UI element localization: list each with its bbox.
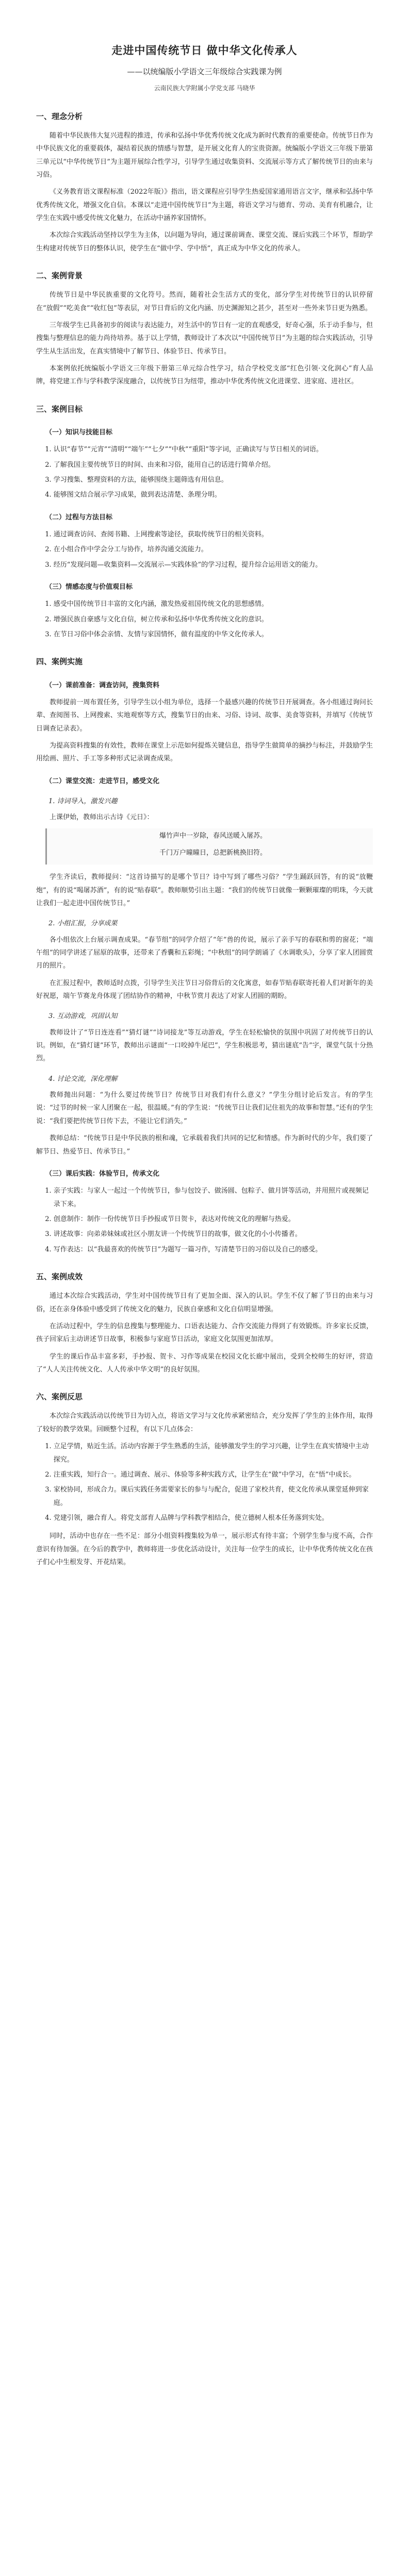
subsection-heading: （二）过程与方法目标 bbox=[45, 513, 113, 521]
paragraph: 在汇报过程中，教师适时点拨，引导学生关注节日习俗背后的文化寓意，如春节贴春联寄托着人们对新年的美好祝愿，端午节赛龙舟体现了团结协作的精神，中秋节赏月表达了对家人团圆的期盼。 bbox=[36, 979, 373, 1001]
list-item: 1. 亲子实践：与家人一起过一个传统节日，参与包饺子、做汤圆、包粽子、做月饼等活动，并用照片或视频记录下来。 bbox=[54, 1184, 373, 1211]
poem-line: 爆竹声中一岁除，春风送暖入屠苏。 bbox=[159, 832, 267, 840]
section-heading-concept: 一、理念分析 bbox=[36, 111, 83, 121]
subsection-heading: （一）课前准备：调查访问，搜集资料 bbox=[45, 681, 160, 689]
document-author: 云南民族大学附属小学党支部 马晓华 bbox=[154, 84, 255, 92]
list-item: 1. 认识“春节”“元宵”“清明”“端午”“七夕”“中秋”“重阳”等字词，正确读写与节日相关的词语。 bbox=[54, 443, 373, 456]
paragraph: 随着中华民族伟大复兴进程的推进，传承和弘扬中华优秀传统文化成为新时代教育的重要使命。传统节日作为中华民族文化的重要载体，凝结着民族的情感与智慧，是开展文化育人的宝贵资源。统编版小学语文三年级下册第三单元以“中华传统节日”为主题开展综合性学习，引导学生通过收集资料、交流展示等方式了解传统节日的由来与习俗。 bbox=[36, 131, 373, 179]
list-item: 2. 在小组合作中学会分工与协作，培养沟通交流能力。 bbox=[54, 543, 373, 556]
list-item: 3. 经历“发现问题—收集资料—交流展示—实践体验”的学习过程，提升综合运用语文的能力。 bbox=[54, 558, 373, 571]
step-heading: 1. 诗词导入，激发兴趣 bbox=[48, 797, 118, 805]
list-item: 3. 讲述故事：向弟弟妹妹或社区小朋友讲一个传统节日的故事，做文化的小小传播者。 bbox=[54, 1228, 373, 1241]
subsection-heading: （三）情感态度与价值观目标 bbox=[45, 583, 133, 591]
paragraph: 本案例依托统编版小学语文三年级下册第三单元综合性学习，结合学校党支部“红色引领·文化润心”育人品牌，将党建工作与学科教学深度融合，以传统节日为纽带，推动中华优秀传统文化进课堂、进家庭、进社区。 bbox=[36, 364, 373, 386]
step-heading: 4. 讨论交流，深化理解 bbox=[48, 1075, 118, 1083]
document-subtitle: ——以统编版小学语文三年级综合实践课为例 bbox=[127, 66, 282, 76]
practice-list bbox=[36, 1184, 373, 1256]
paragraph: 学生的课后作品丰富多彩，手抄报、贺卡、习作等成果在校园文化长廊中展出，受到全校师生的好评，营造了“人人关注传统文化、人人传承中华文明”的良好氛围。 bbox=[36, 1352, 373, 1374]
step-heading: 2. 小组汇报，分享成果 bbox=[48, 920, 118, 928]
section-heading-reflection: 六、案例反思 bbox=[36, 1392, 83, 1402]
subsection-heading: （一）知识与技能目标 bbox=[45, 428, 113, 436]
list-item: 3. 学习搜集、整理资料的方法，能够围绕主题筛选有用信息。 bbox=[54, 473, 373, 486]
paragraph: 教师设计了“节日连连看”“猜灯谜”“诗词接龙”等互动游戏，学生在轻松愉快的氛围中巩固了对传统节日的认识。例如，在“猜灯谜”环节，教师出示谜面“一口咬掉牛尾巴”，学生积极思考，猜出谜底“告”字，课堂气氛十分热烈。 bbox=[36, 1028, 373, 1063]
section-heading-background: 二、案例背景 bbox=[36, 270, 83, 280]
paragraph: 传统节日是中华民族重要的文化符号。然而，随着社会生活方式的变化，部分学生对传统节日的认识停留在“放假”“吃美食”“收红包”等表层，对节日背后的文化内涵、历史渊源知之甚少，甚至对一些外来节日更为熟悉。 bbox=[36, 291, 373, 312]
paragraph: 本次综合实践活动以传统节日为切入点，将语文学习与文化传承紧密结合，充分发挥了学生的主体作用，取得了较好的教学效果。回顾整个过程，有以下几点体会： bbox=[36, 1412, 373, 1433]
paragraph: 教师提前一周布置任务，引导学生以小组为单位，选择一个最感兴趣的传统节日开展调查。各小组通过询问长辈、查阅图书、上网搜索、实地观察等方式，搜集节日的由来、习俗、诗词、故事、美食等资料，并填写《传统节日调查记录表》。 bbox=[36, 698, 373, 733]
list-item: 3. 家校协同，形成合力。课后实践任务需要家长的参与与配合，促进了家校共育，使文化传承从课堂延伸到家庭。 bbox=[54, 1483, 373, 1510]
list-item: 2. 注重实践，知行合一。通过调查、展示、体验等多种实践方式，让学生在“做”中学习，在“悟”中成长。 bbox=[54, 1468, 373, 1481]
subsection-heading: （三）课后实践：体验节日，传承文化 bbox=[45, 1170, 160, 1178]
paragraph: 学生齐读后，教师提问：“这首诗描写的是哪个节日？诗中写到了哪些习俗？”学生踊跃回答，有的说“放鞭炮”，有的说“喝屠苏酒”，有的说“贴春联”。教师顺势引出主题：“我们的传统节日就像一颗颗璀璨的明珠，今天就让我们一起走进中国传统节日。” bbox=[36, 873, 373, 908]
paragraph: 通过本次综合实践活动，学生对中国传统节日有了更加全面、深入的认识。学生不仅了解了节日的由来与习俗，还在亲身体验中感受到了传统文化的魅力，民族自豪感和文化自信明显增强。 bbox=[36, 1292, 373, 1313]
goal-list bbox=[36, 443, 373, 501]
paragraph: 教师抛出问题：“为什么要过传统节日？传统节日对我们有什么意义？”学生分组讨论后发言。有的学生说：“过节的时候一家人团聚在一起，很温暖。”有的学生说：“传统节日让我们记住祖先的故事和智慧。”还有的学生说：“我们要把传统节日传下去，不能让它们消失。” bbox=[36, 1091, 373, 1125]
section-heading-implementation: 四、案例实施 bbox=[36, 657, 83, 667]
paragraph: 同时，活动中也存在一些不足：部分小组资料搜集较为单一，展示形式有待丰富；个别学生参与度不高，合作意识有待加强。在今后的教学中，教师将进一步优化活动设计，关注每一位学生的成长，让中华优秀传统文化在孩子们心中生根发芽、开花结果。 bbox=[36, 1532, 373, 1566]
document-title: 走进中国传统节日 做中华文化传承人 bbox=[111, 44, 298, 57]
subsection-heading: （二）课堂交流：走进节日，感受文化 bbox=[45, 777, 160, 785]
paragraph: 各小组依次上台展示调查成果。“春节组”的同学介绍了“年”兽的传说，展示了亲手写的春联和剪的窗花；“端午组”的同学讲述了屈原的故事，还带来了香囊和五彩绳；“中秋组”的同学朗诵了《水调歌头》，分享了家人团圆赏月的照片。 bbox=[36, 936, 373, 970]
list-item: 2. 了解我国主要传统节日的时间、由来和习俗，能用自己的话进行简单介绍。 bbox=[54, 459, 373, 471]
list-item: 4. 能够图文结合展示学习成果，做到表达清楚、条理分明。 bbox=[54, 488, 373, 501]
list-item: 1. 通过调查访问、查阅书籍、上网搜索等途径，获取传统节日的相关资料。 bbox=[54, 528, 373, 541]
list-item: 3. 在节日习俗中体会亲情、友情与家国情怀，做有温度的中华文化传承人。 bbox=[54, 628, 373, 641]
poem-line: 千门万户曈曈日，总把新桃换旧符。 bbox=[159, 849, 267, 857]
paragraph: 三年级学生已具备初步的阅读与表达能力，对生活中的节日有一定的直观感受，好奇心强，乐于动手参与，但搜集与整理信息的能力尚待培养。基于以上学情，教师设计了本次以“中国传统节日”为主题的综合实践活动，引导学生从生活出发，在真实情境中了解节日、体验节日、传承节日。 bbox=[36, 321, 373, 355]
paragraph: 本次综合实践活动坚持以学生为主体，以问题为导向，通过课前调查、课堂交流、课后实践三个环节，帮助学生构建对传统节日的整体认识，使学生在“做中学、学中悟”，真正成为中华文化的传承人。 bbox=[36, 231, 373, 252]
goal-list bbox=[36, 598, 373, 641]
reflection-list bbox=[36, 1440, 373, 1524]
section-heading-goals: 三、案例目标 bbox=[36, 404, 83, 414]
section-heading-results: 五、案例成效 bbox=[36, 1272, 83, 1281]
paragraph: 教师总结：“传统节日是中华民族的根和魂，它承载着我们共同的记忆和情感。作为新时代的少年，我们要了解节日、热爱节日、传承节日。” bbox=[36, 1134, 373, 1156]
poem-block bbox=[45, 828, 373, 865]
list-item: 1. 立足学情，贴近生活。活动内容源于学生熟悉的生活，能够激发学生的学习兴趣，让学生在真实情境中主动探究。 bbox=[54, 1440, 373, 1466]
paragraph: 在活动过程中，学生的信息搜集与整理能力、口语表达能力、合作交流能力得到了有效锻炼。许多家长反馈，孩子回家后主动讲述节日故事，积极参与家庭节日活动，家庭文化氛围更加浓厚。 bbox=[36, 1322, 373, 1344]
list-item: 2. 创意制作：制作一份传统节日手抄报或节日贺卡，表达对传统文化的理解与热爱。 bbox=[54, 1213, 373, 1226]
paragraph: 为提高资料搜集的有效性，教师在课堂上示范如何提炼关键信息，指导学生做简单的摘抄与标注，并鼓励学生用绘画、照片、手工等多种形式记录调查成果。 bbox=[36, 741, 373, 763]
goal-list bbox=[36, 528, 373, 571]
paragraph: 上课伊始，教师出示古诗《元日》： bbox=[50, 814, 154, 822]
list-item: 1. 感受中国传统节日丰富的文化内涵，激发热爱祖国传统文化的思想感情。 bbox=[54, 598, 373, 611]
list-item: 4. 写作表达：以“我最喜欢的传统节日”为题写一篇习作，写清楚节日的习俗以及自己的感受。 bbox=[54, 1243, 373, 1256]
paragraph: 《义务教育语文课程标准（2022年版）》指出，语文课程应引导学生热爱国家通用语言文字，继承和弘扬中华优秀传统文化，增强文化自信。本课以“走进中国传统节日”为主题，将语文学习与德育、劳动、美育有机融合，让学生在实践中感受传统文化魅力，在活动中涵养家国情怀。 bbox=[36, 188, 373, 222]
list-item: 2. 增强民族自豪感与文化自信，树立传承和弘扬中华优秀传统文化的意识。 bbox=[54, 613, 373, 626]
list-item: 4. 党建引领，融合育人。将党支部育人品牌与学科教学相结合，使立德树人根本任务落到实处。 bbox=[54, 1512, 373, 1524]
step-heading: 3. 互动游戏，巩固认知 bbox=[48, 1012, 118, 1021]
